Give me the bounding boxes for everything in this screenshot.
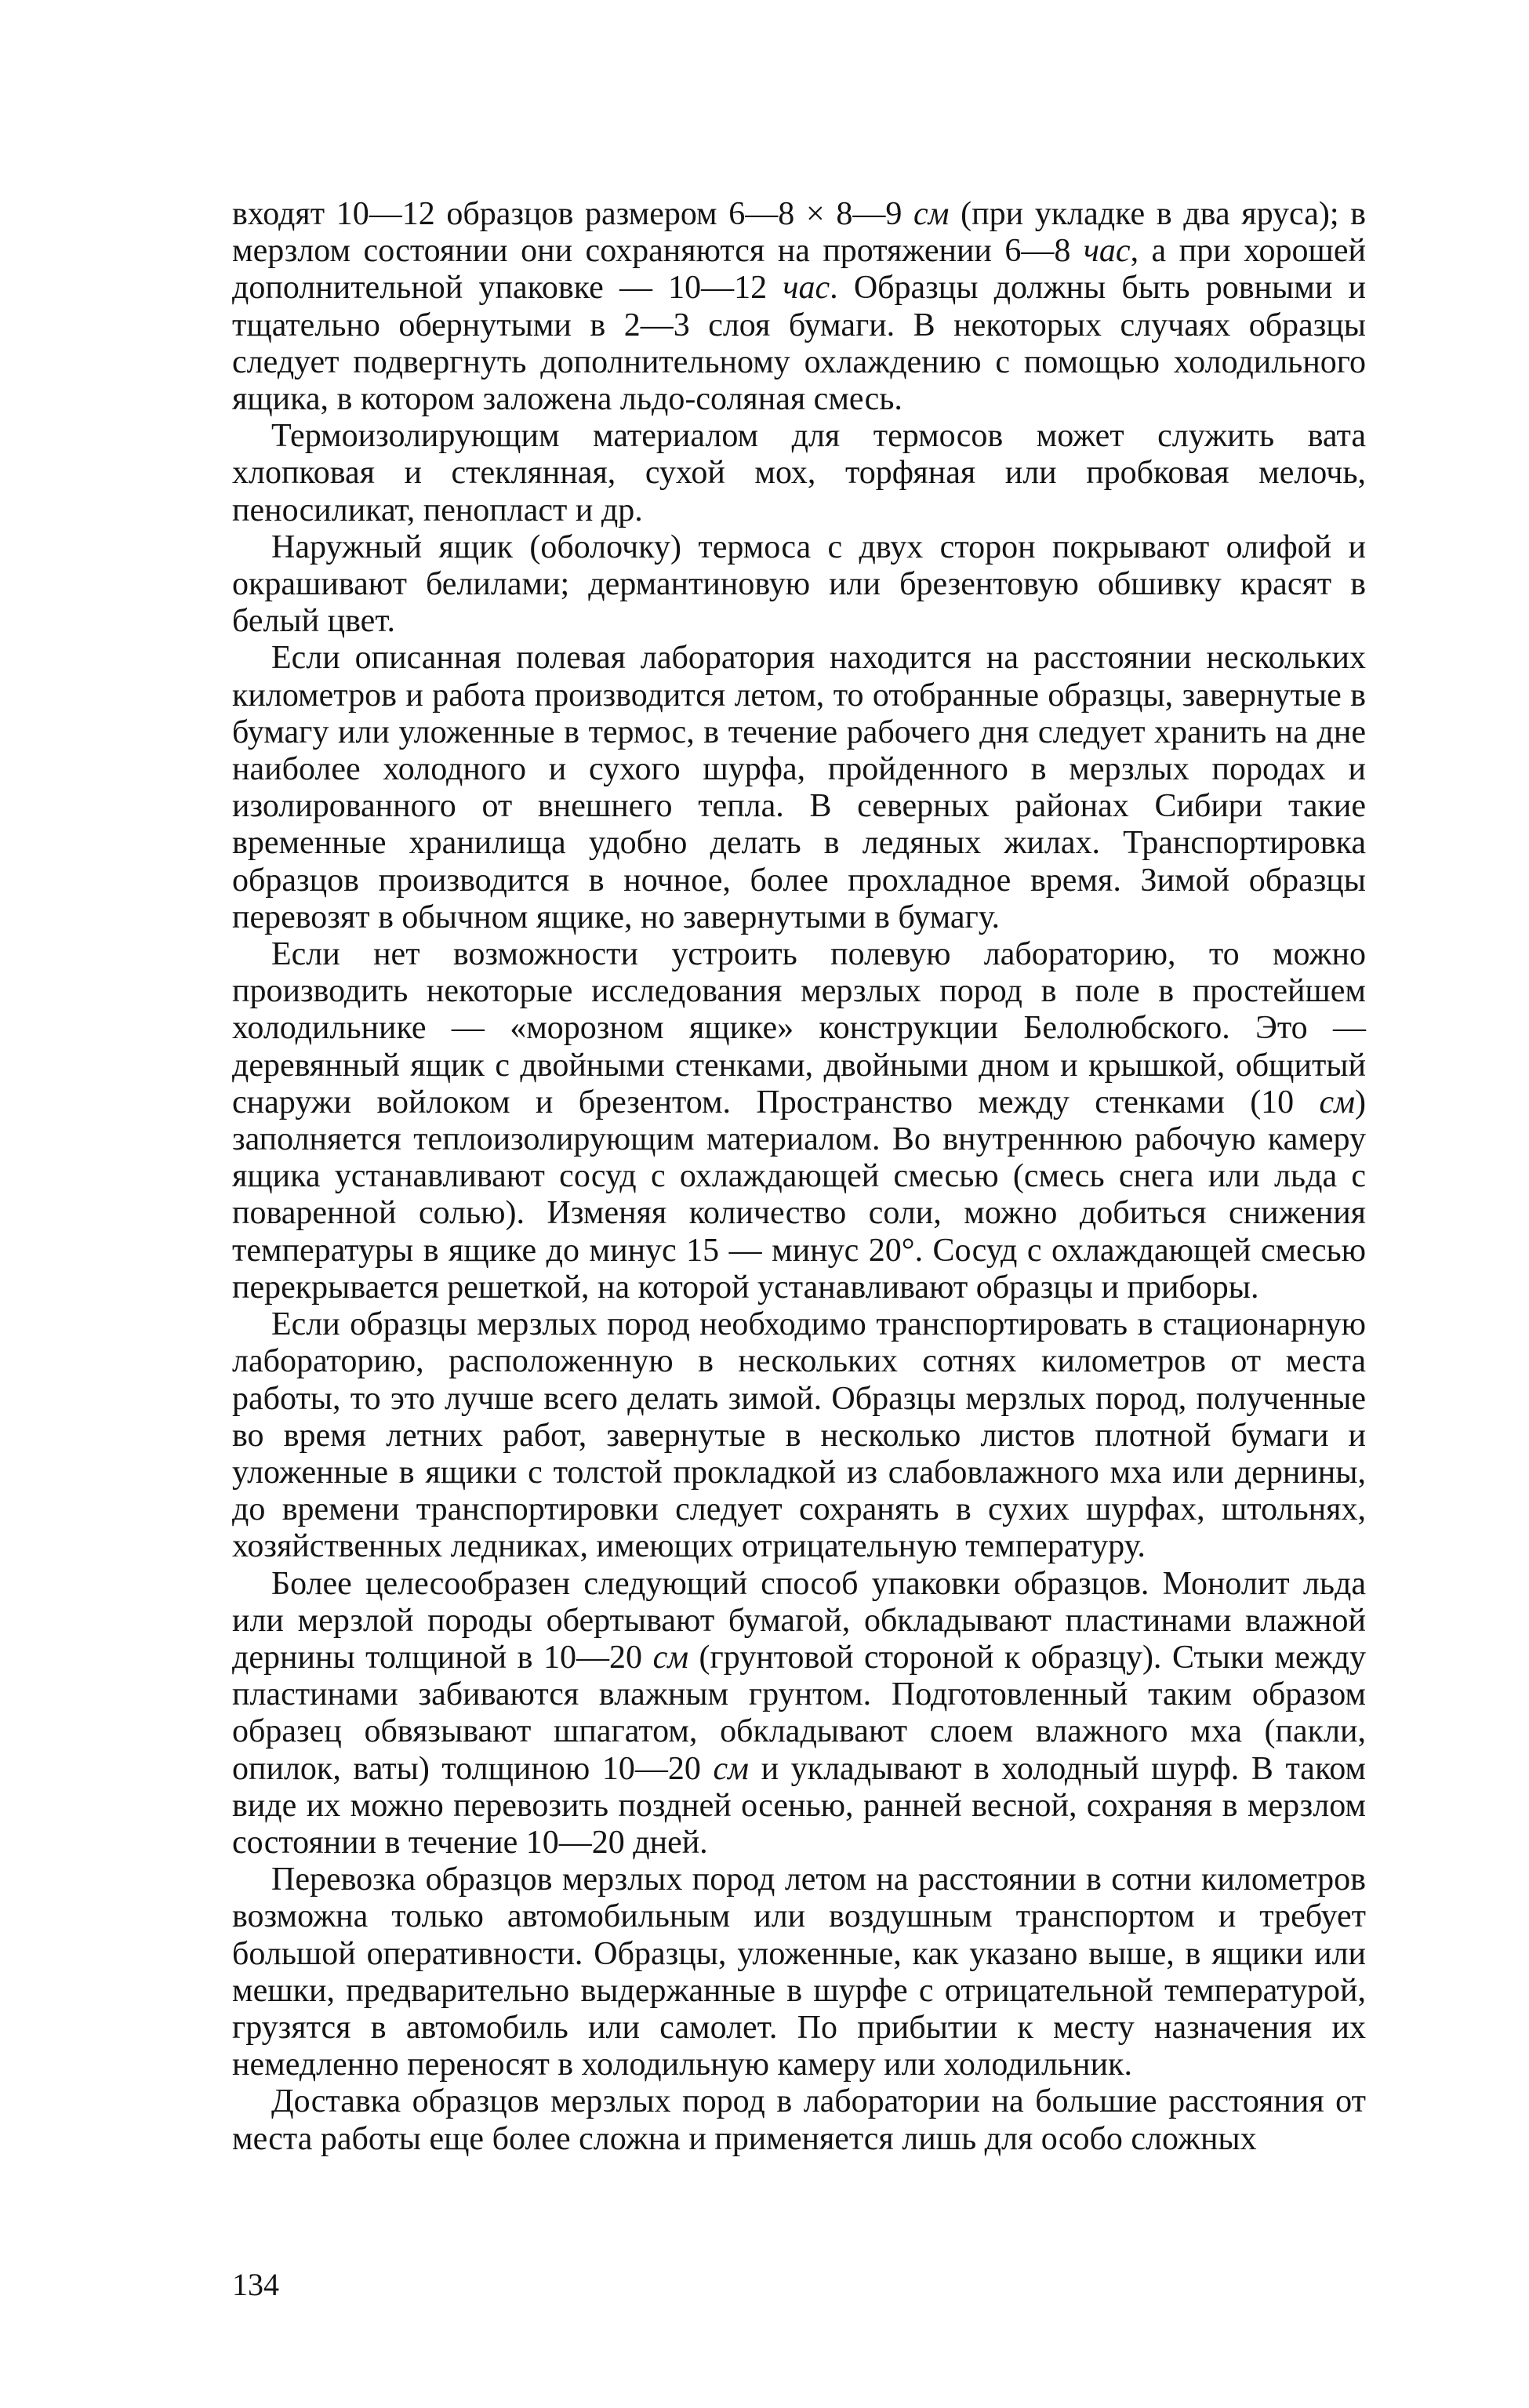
- body-text: [232, 196, 1366, 2158]
- paragraph-7: Более целесообразен следующий способ упаковки образцов. Монолит льда или мерзлой породы обертывают бумагой, обкладывают пластинами влажной дернины толщиной в 10—20 см (грунтовой стороной к образцу). Стыки между пластинами забиваются влажным грунтом. Подготовленный таким образом образец обвязывают шпагатом, обкладывают слоем влажного мха (пакли, опилок, ваты) толщиною 10—20 см и укладывают в холодный шурф. В таком виде их можно перевозить поздней осенью, ранней весной, сохраняя в мерзлом состоянии в течение 10—20 дней.: [232, 1565, 1367, 1861]
- page-number: 134: [232, 2267, 279, 2302]
- paragraph-2: Термоизолирующим материалом для термосов может служить вата хлопковая и стеклянная, сухой мох, торфяная или пробковая мелочь, пеносиликат, пенопласт и др.: [232, 418, 1366, 528]
- paragraph-6: Если образцы мерзлых пород необходимо транспортировать в стационарную лабораторию, расположенную в нескольких сотнях километров от места работы, то это лучше всего делать зимой. Образцы мерзлых пород, полученные во время летних работ, завернутые в несколько листов плотной бумаги и уложенные в ящики с толстой прокладкой из слабовлажного мха или дернины, до времени транспортировки следует сохранять в сухих шурфах, штольнях, хозяйственных ледниках, имеющих отрицательную температуру.: [232, 1306, 1366, 1565]
- paragraph-4: Если описанная полевая лаборатория находится на расстоянии нескольких километров и работа производится летом, то отобранные образцы, завернутые в бумагу или уложенные в термос, в течение рабочего дня следует хранить на дне наиболее холодного и сухого шурфа, пройденного в мерзлых породах и изолированного от внешнего тепла. В северных районах Сибири такие временные хранилища удобно делать в ледяных жилах. Транспортировка образцов производится в ночное, более прохладное время. Зимой образцы перевозят в обычном ящике, но завернутыми в бумагу.: [232, 640, 1366, 935]
- paragraph-8: Перевозка образцов мерзлых пород летом на расстоянии в сотни километров возможна только автомобильным или воздушным транспортом и требует большой оперативности. Образцы, уложенные, как указано выше, в ящики или мешки, предварительно выдержанные в шурфе с отрицательной температурой, грузятся в автомобиль или самолет. По прибытии к месту назначения их немедленно переносят в холодильную камеру или холодильник.: [232, 1861, 1366, 2083]
- paragraph-1: входят 10—12 образцов размером 6—8 × 8—9 см (при укладке в два яруса); в мерзлом состоянии они сохраняются на протяжении 6—8 час, а при хорошей дополнительной упаковке — 10—12 час. Образцы должны быть ровными и тщательно обернутыми в 2—3 слоя бумаги. В некоторых случаях образцы следует подвергнуть дополнительному охлаждению с помощью холодильного ящика, в котором заложена льдо-соляная смесь.: [232, 196, 1366, 418]
- paragraph-9: Доставка образцов мерзлых пород в лаборатории на большие расстояния от места работы еще более сложна и применяется лишь для особо сложных: [232, 2083, 1366, 2157]
- paragraph-3: Наружный ящик (оболочку) термоса с двух сторон покрывают олифой и окрашивают белилами; дермантиновую или брезентовую обшивку красят в белый цвет.: [232, 528, 1366, 640]
- paragraph-5: Если нет возможности устроить полевую лабораторию, то можно производить некоторые исследования мерзлых пород в поле в простейшем холодильнике — «морозном ящике» конструкции Белолюбского. Это — деревянный ящик с двойными стенками, двойными дном и крышкой, общитый снаружи войлоком и брезентом. Пространство между стенками (10 см) заполняется теплоизолирующим материалом. Во внутреннюю рабочую камеру ящика устанавливают сосуд с охлаждающей смесью (смесь снега или льда с поваренной солью). Изменяя количество соли, можно добиться снижения температуры в ящике до минус 15 — минус 20°. Сосуд с охлаждающей смесью перекрывается решеткой, на которой устанавливают образцы и приборы.: [232, 936, 1366, 1306]
